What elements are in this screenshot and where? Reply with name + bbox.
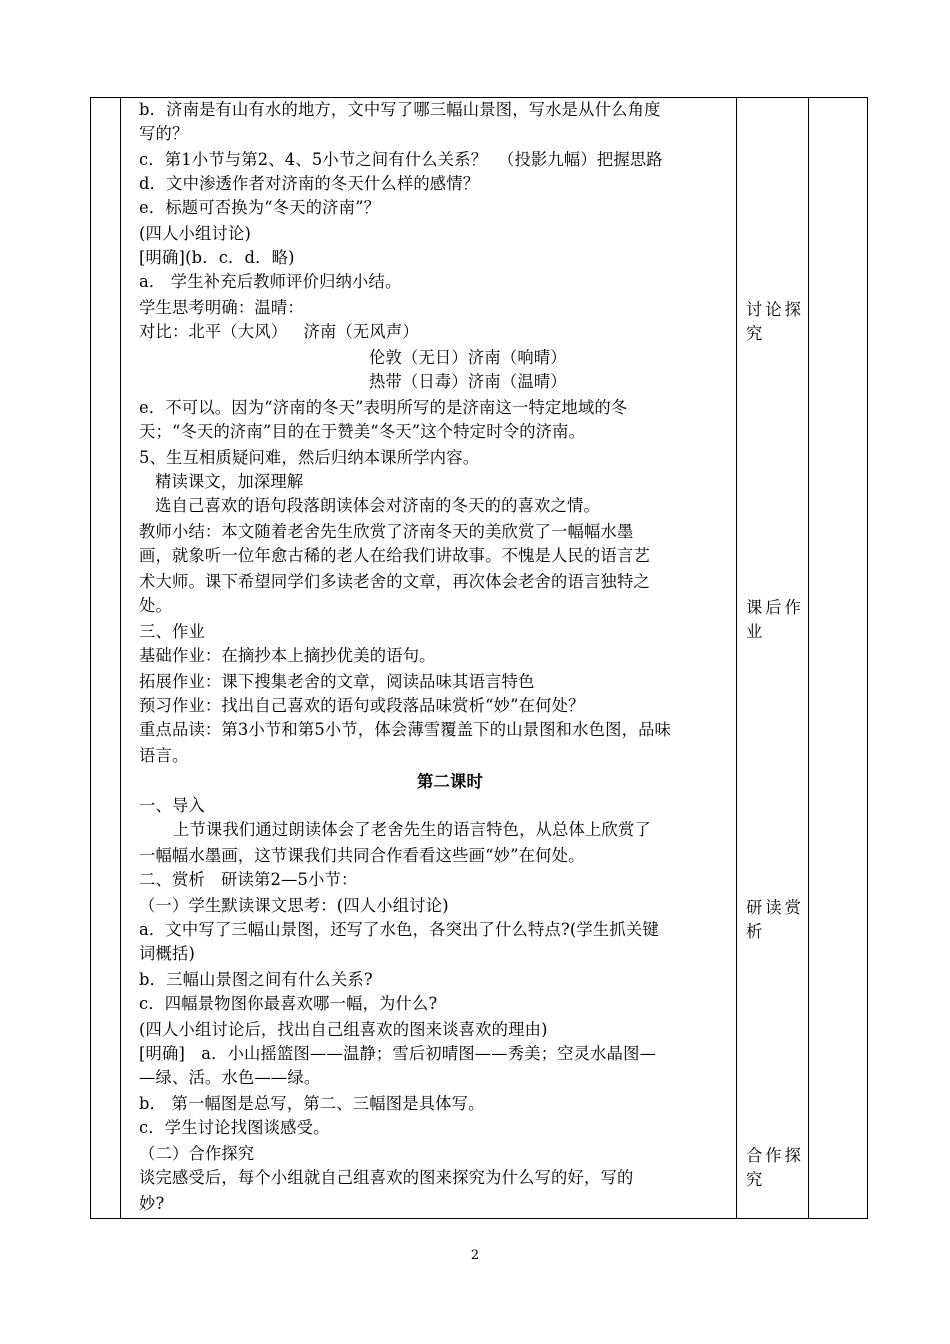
text-line: 重点品读：第3小节和第5小节，体会薄雪覆盖下的山景图和水色图，品味 — [139, 720, 672, 739]
side-label-line: 课后作 — [746, 598, 804, 617]
text-line: b．三幅山景图之间有什么关系? — [139, 970, 373, 989]
text-line: [明确](b．c．d．略) — [139, 248, 295, 267]
text-line: c．四幅景物图你最喜欢哪一幅，为什么? — [139, 994, 438, 1013]
text-line: 上节课我们通过朗读体会了老舍先生的语言特色，从总体上欣赏了 — [173, 820, 651, 839]
text-line: 预习作业：找出自己喜欢的语句或段落品味赏析“妙”在何处？ — [139, 696, 585, 715]
text-line: b． 第一幅图是总写，第二、三幅图是具体写。 — [139, 1094, 485, 1113]
text-line: —绿、活。水色——绿。 — [139, 1068, 321, 1087]
text-line: （二）合作探究 — [139, 1144, 255, 1163]
text-line: 谈完感受后，每个小组就自己组喜欢的图来探究为什么写的好，写的 — [139, 1168, 634, 1187]
text-line: e．标题可否换为“冬天的济南”？ — [139, 198, 381, 217]
side-label-study — [746, 896, 808, 944]
page-number: 2 — [470, 1248, 480, 1263]
side-label-line: 究 — [746, 324, 766, 343]
side-label-line: 讨论探 — [746, 300, 804, 319]
text-line: (四人小组讨论后，找出自己组喜欢的图来谈喜欢的理由) — [139, 1020, 548, 1039]
text-line: 拓展作业：课下搜集老舍的文章，阅读品味其语言特色 — [139, 672, 535, 691]
text-line: a． 学生补充后教师评价归纳小结。 — [139, 272, 402, 291]
side-label-line: 合作探 — [746, 1146, 804, 1165]
text-line: c．第1小节与第2、4、5小节之间有什么关系？ （投影九幅）把握思路 — [139, 150, 663, 169]
text-line: 选自己喜欢的语句段落朗读体会对济南的冬天的的喜欢之情。 — [155, 496, 600, 515]
text-line: 处。 — [139, 596, 172, 615]
text-line: 对比：北平（大风） 济南（无风声） — [139, 322, 419, 341]
text-line: 热带（日毒）济南（温晴） — [369, 372, 567, 391]
side-label-cooperation — [746, 1144, 808, 1192]
text-line: 二、赏析 研读第2—5小节： — [139, 870, 358, 889]
text-line: e．不可以。因为“济南的冬天”表明所写的是济南这一特定地域的冬 — [139, 398, 628, 417]
text-line: 一、导入 — [139, 796, 205, 815]
text-line: 精读课文，加深理解 — [155, 472, 304, 491]
text-line: 语言。 — [139, 746, 189, 765]
text-line: 词概括) — [139, 944, 195, 963]
text-line: (四人小组讨论) — [139, 224, 251, 243]
text-line: 教师小结：本文随着老舍先生欣赏了济南冬天的美欣赏了一幅幅水墨 — [139, 522, 634, 541]
side-label-line: 析 — [746, 922, 766, 941]
column-divider — [736, 98, 737, 1218]
lesson-plan-table — [90, 97, 868, 1219]
text-line: 三、作业 — [139, 622, 205, 641]
side-label-homework — [746, 596, 808, 644]
text-line: 妙? — [139, 1194, 165, 1213]
column-divider — [120, 98, 121, 1218]
text-line: （一）学生默读课文思考：(四人小组讨论) — [139, 896, 449, 915]
text-line: 写的？ — [139, 124, 189, 143]
text-line: d．文中渗透作者对济南的冬天什么样的感情？ — [139, 174, 480, 193]
text-line: 学生思考明确：温晴： — [139, 298, 304, 317]
text-line: a．文中写了三幅山景图，还写了水色，各突出了什么特点?(学生抓关键 — [139, 920, 659, 939]
text-line: c．学生讨论找图谈感受。 — [139, 1118, 330, 1137]
text-line: 基础作业：在摘抄本上摘抄优美的语句。 — [139, 646, 436, 665]
text-line: 一幅幅水墨画，这节课我们共同合作看看这些画“妙”在何处。 — [139, 846, 585, 865]
text-line: 画，就象听一位年愈古稀的老人在给我们讲故事。不愧是人民的语言艺 — [139, 546, 650, 565]
text-line: 术大师。课下希望同学们多读老舍的文章，再次体会老舍的语言独特之 — [139, 572, 650, 591]
side-label-line: 究 — [746, 1170, 766, 1189]
text-line: [明确] a．小山摇篮图——温静；雪后初晴图——秀美；空灵水晶图— — [139, 1044, 657, 1063]
text-line: 伦敦（无日）济南（响晴） — [369, 348, 567, 367]
text-line: 天；“冬天的济南”目的在于赞美“冬天”这个特定时令的济南。 — [139, 422, 586, 441]
text-line: b．济南是有山有水的地方，文中写了哪三幅山景图，写水是从什么角度 — [139, 100, 661, 119]
side-label-line: 研读赏 — [746, 898, 804, 917]
column-divider — [808, 98, 809, 1218]
text-line: 5、生互相质疑问难，然后归纳本课所学内容。 — [139, 448, 480, 467]
side-label-discussion — [746, 298, 808, 346]
side-label-line: 业 — [746, 622, 766, 641]
section-title: 第二课时 — [417, 772, 483, 791]
